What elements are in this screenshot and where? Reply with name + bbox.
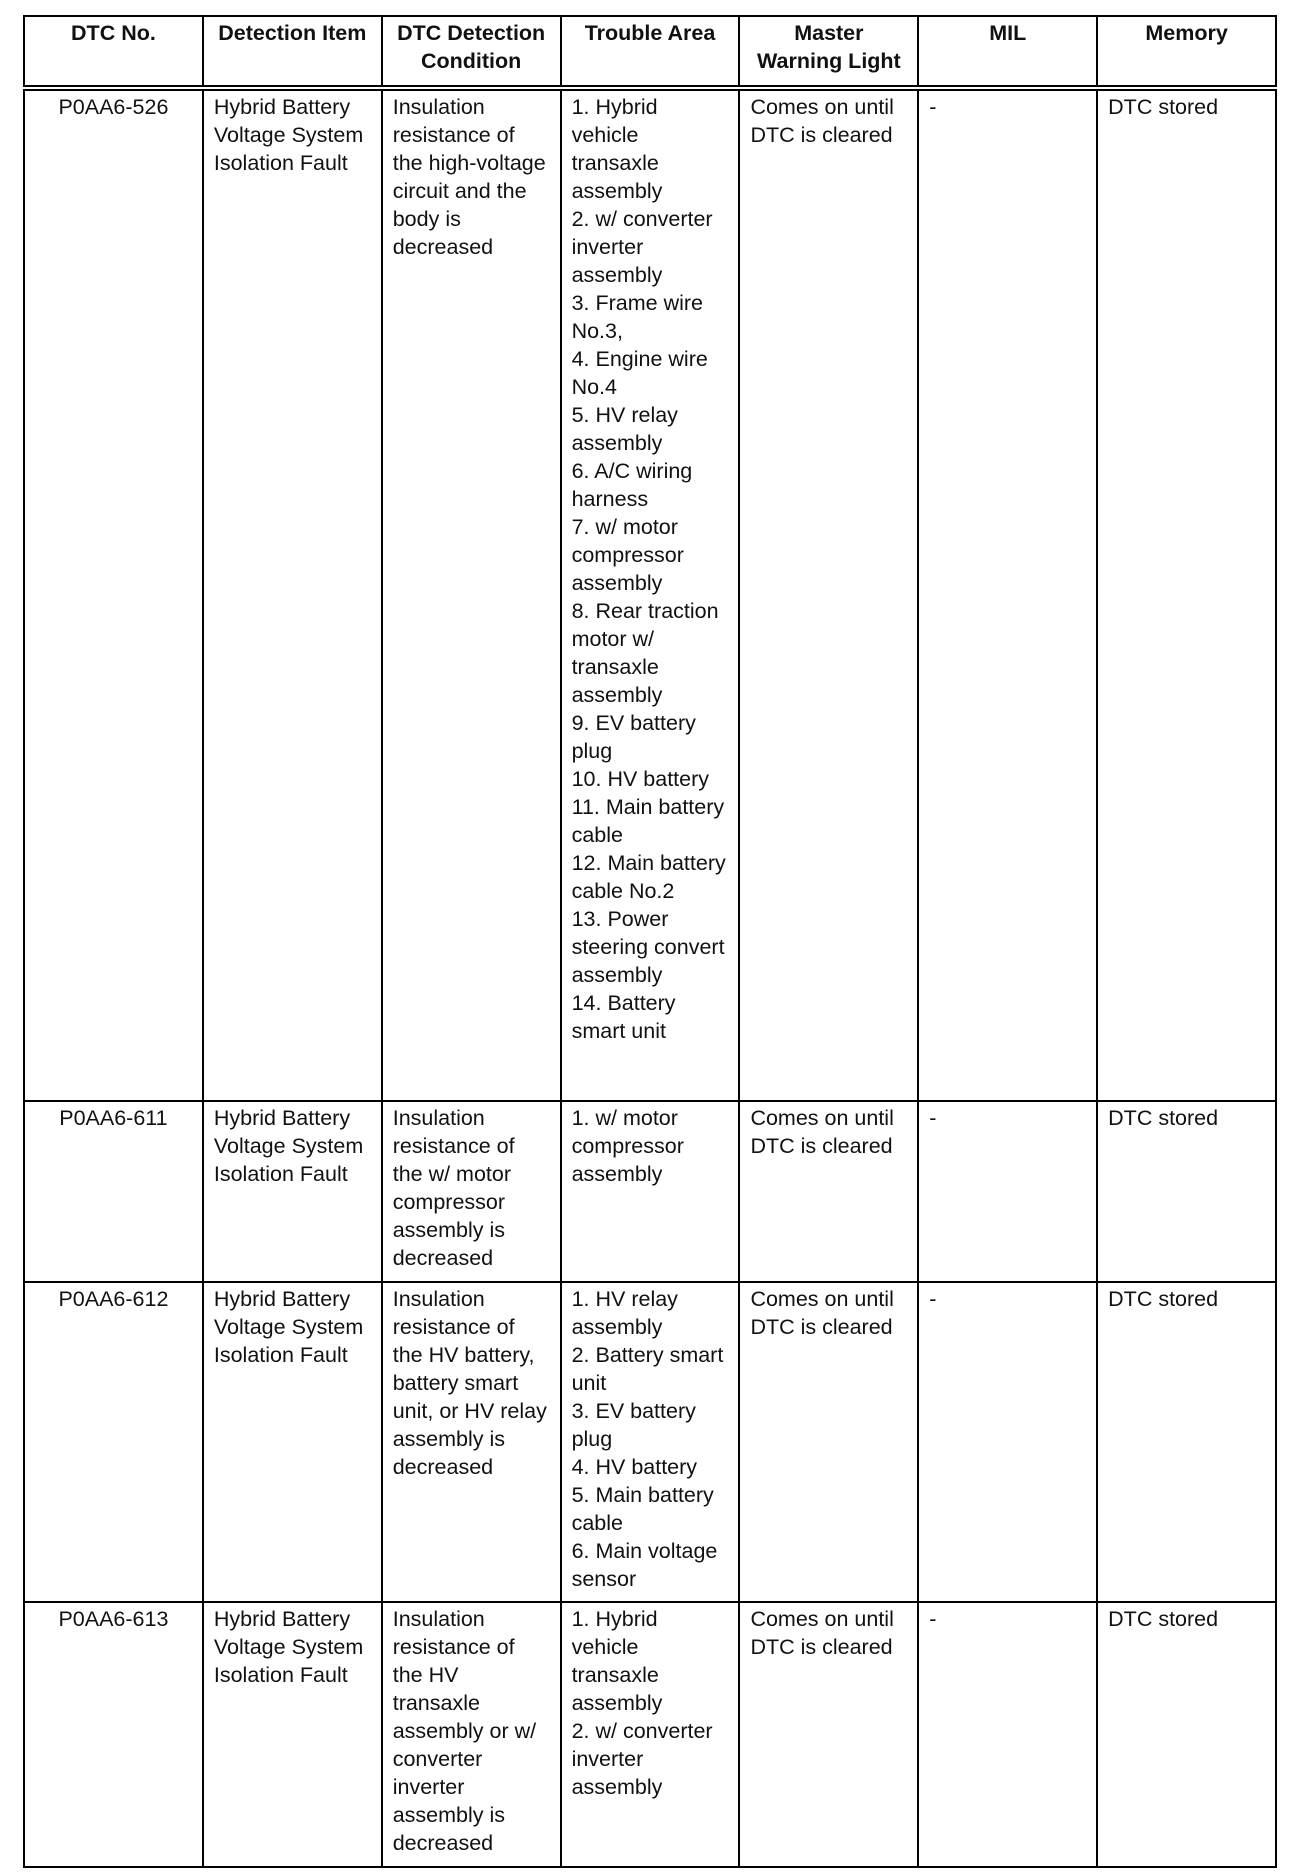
detection-condition: Insulation resistance of the HV transaxle assembly or w/ converter inverter assembly is decreased — [382, 1602, 561, 1867]
trouble-area-list — [561, 1101, 740, 1282]
trouble-area-item: 13. Power steering convert assembly — [571, 907, 725, 987]
master-warning-light: Comes on until DTC is cleared — [739, 88, 918, 1101]
trouble-area-item: 5. Main battery cable — [571, 1483, 714, 1535]
dtc-code: P0AA6-611 — [24, 1101, 203, 1282]
mil-status: - — [918, 88, 1097, 1101]
mil-status: - — [918, 1282, 1097, 1602]
trouble-area-item: 3. Frame wire No.3, — [571, 291, 703, 343]
table-row — [24, 1602, 1276, 1867]
trouble-area-item: 10. HV battery — [571, 767, 710, 791]
detection-item: Hybrid Battery Voltage System Isolation Fault — [203, 1282, 382, 1602]
trouble-area-item: 9. EV battery plug — [571, 711, 696, 763]
memory-status: DTC stored — [1097, 1602, 1276, 1867]
mil-status: - — [918, 1101, 1097, 1282]
dtc-table — [23, 15, 1277, 1868]
trouble-area-item: 6. Main voltage sensor — [571, 1539, 718, 1591]
table-row — [24, 1101, 1276, 1282]
dtc-code: P0AA6-526 — [24, 88, 203, 1101]
table-header — [24, 16, 1276, 88]
trouble-area-item: 1. HV relay assembly — [571, 1287, 678, 1339]
header-memory: Memory — [1097, 16, 1276, 88]
trouble-area-item: 1. w/ motor compressor assembly — [571, 1106, 684, 1186]
dtc-code: P0AA6-613 — [24, 1602, 203, 1867]
detection-item: Hybrid Battery Voltage System Isolation Fault — [203, 1101, 382, 1282]
header-dtc-no: DTC No. — [24, 16, 203, 88]
detection-item: Hybrid Battery Voltage System Isolation Fault — [203, 1602, 382, 1867]
trouble-area-item: 2. Battery smart unit — [571, 1343, 724, 1395]
trouble-area-item: 5. HV relay assembly — [571, 403, 678, 455]
detection-condition: Insulation resistance of the HV battery, battery smart unit, or HV relay assembly is decreased — [382, 1282, 561, 1602]
table-body — [24, 88, 1276, 1867]
trouble-area-item: 12. Main battery cable No.2 — [571, 851, 726, 903]
table-row — [24, 88, 1276, 1101]
trouble-area-item: 8. Rear traction motor w/ transaxle assembly — [571, 599, 719, 707]
dtc-code: P0AA6-612 — [24, 1282, 203, 1602]
header-row — [24, 16, 1276, 88]
trouble-area-item: 1. Hybrid vehicle transaxle assembly — [571, 95, 663, 203]
trouble-area-item: 4. HV battery — [571, 1455, 698, 1479]
memory-status: DTC stored — [1097, 88, 1276, 1101]
trouble-area-item: 1. Hybrid vehicle transaxle assembly — [571, 1607, 663, 1715]
trouble-area-item: 14. Battery smart unit — [571, 991, 676, 1043]
trouble-area-item: 7. w/ motor compressor assembly — [571, 515, 684, 595]
trouble-area-item: 4. Engine wire No.4 — [571, 347, 708, 399]
table-row — [24, 1282, 1276, 1602]
header-detection-item: Detection Item — [203, 16, 382, 88]
detection-condition: Insulation resistance of the w/ motor compressor assembly is decreased — [382, 1101, 561, 1282]
header-trouble-area: Trouble Area — [561, 16, 740, 88]
mil-status: - — [918, 1602, 1097, 1867]
memory-status: DTC stored — [1097, 1282, 1276, 1602]
trouble-area-item: 6. A/C wiring harness — [571, 459, 693, 511]
master-warning-light: Comes on until DTC is cleared — [739, 1282, 918, 1602]
master-warning-light: Comes on until DTC is cleared — [739, 1101, 918, 1282]
memory-status: DTC stored — [1097, 1101, 1276, 1282]
trouble-area-item: 2. w/ converter inverter assembly — [571, 1719, 713, 1799]
trouble-area-item: 2. w/ converter inverter assembly — [571, 207, 713, 287]
header-mil: MIL — [918, 16, 1097, 88]
header-detection-condition: DTC Detection Condition — [382, 16, 561, 88]
detection-item: Hybrid Battery Voltage System Isolation Fault — [203, 88, 382, 1101]
trouble-area-list — [561, 1282, 740, 1602]
trouble-area-item: 3. EV battery plug — [571, 1399, 696, 1451]
detection-condition: Insulation resistance of the high-voltage circuit and the body is decreased — [382, 88, 561, 1101]
trouble-area-list — [561, 88, 740, 1101]
trouble-area-list — [561, 1602, 740, 1867]
trouble-area-item: 11. Main battery cable — [571, 795, 725, 847]
master-warning-light: Comes on until DTC is cleared — [739, 1602, 918, 1867]
header-master-warning-light: Master Warning Light — [739, 16, 918, 88]
